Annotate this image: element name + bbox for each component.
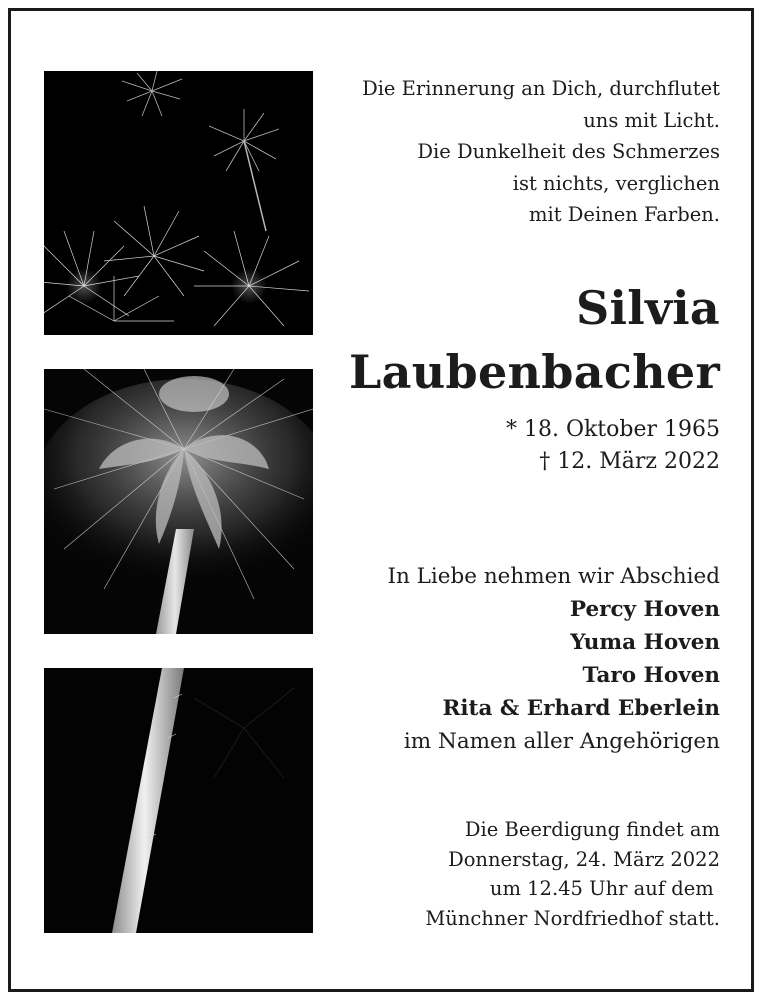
life-dates [506,414,720,477]
dandelion-stem-photo [44,668,313,933]
poem-line: mit Deinen Farben. [529,203,720,226]
poem-line: Die Erinnerung an Dich, durchflutet [362,77,720,100]
mourner-name: Taro Hoven [582,663,720,688]
funeral-line: Die Beerdigung findet am [464,818,720,841]
funeral-line: um 12.45 Uhr auf dem [489,877,720,900]
mourners-closing: im Namen aller Angehörigen [403,729,720,754]
poem-line: Die Dunkelheit des Schmerzes [417,140,720,163]
dandelion-head-photo [44,369,313,634]
mourner-name: Rita & Erhard Eberlein [442,696,720,721]
mourner-name: Percy Hoven [569,597,720,622]
funeral-line: Donnerstag, 24. März 2022 [448,847,720,871]
birth-date: * 18. Oktober 1965 [505,417,720,442]
mourners-intro: In Liebe nehmen wir Abschied [387,564,720,589]
poem-line: uns mit Licht. [583,108,720,132]
last-name: Laubenbacher [349,345,720,399]
funeral-line: Münchner Nordfriedhof statt. [425,906,720,930]
funeral-info [425,815,720,933]
first-name: Silvia [576,281,720,335]
poem [362,73,720,231]
poem-line: ist nichts, verglichen [512,171,720,195]
mourners [387,560,720,758]
death-date: † 12. März 2022 [539,448,720,474]
dandelion-seeds-photo [44,71,313,335]
deceased-name [349,276,720,404]
mourner-name: Yuma Hoven [570,630,720,655]
